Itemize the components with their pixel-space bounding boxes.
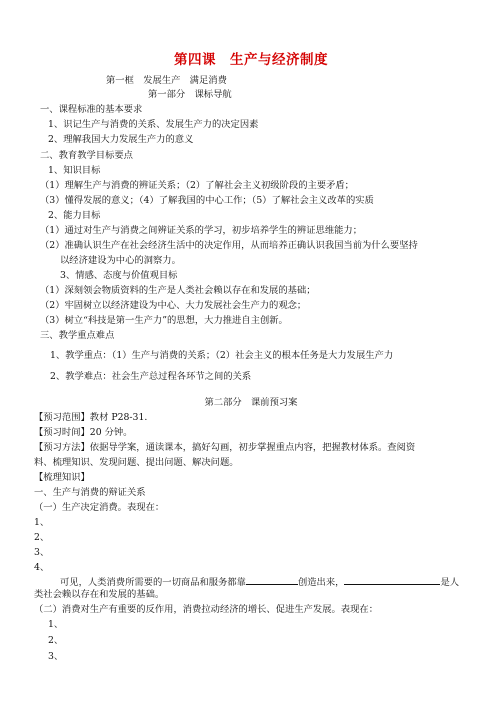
part2-line: 【预习时间】20 分钟。 bbox=[34, 427, 133, 438]
part3-line: 1、 bbox=[48, 619, 64, 630]
part2-line: 2、 bbox=[34, 532, 50, 543]
part1-line: 1、知识目标 bbox=[48, 165, 101, 176]
part1-line: （1）理解生产与消费的辨证关系；（2）了解社会主义初级阶段的主要矛盾； bbox=[40, 180, 354, 191]
part2-line: 3、 bbox=[34, 547, 50, 558]
part1-line: （2）牢固树立以经济建设为中心、大力发展社会生产力的观念； bbox=[40, 300, 307, 311]
part1-line: 以经济建设为中心的洞察力。 bbox=[60, 255, 181, 266]
part1-line: （2）准确认识生产在社会经济生活中的决定作用，从而培养正确认识我国当前为什么要坚持 bbox=[40, 240, 418, 251]
part2-line: （一）生产决定消费。表现在： bbox=[34, 502, 165, 513]
part1-line: 2、理解我国大力发展生产力的意义 bbox=[48, 134, 194, 145]
fill-sentence-line2: 类社会赖以存在和发展的基础。 bbox=[34, 589, 165, 600]
part1-line: 1、教学重点：（1）生产与消费的关系；（2）社会主义的根本任务是大力发展生产力 bbox=[50, 350, 394, 361]
part1-heading: 第一部分 课标导航 bbox=[148, 89, 232, 100]
fill-blank-1[interactable] bbox=[246, 575, 298, 585]
fill-blank-2[interactable] bbox=[344, 575, 440, 585]
part3-line: 2、 bbox=[48, 635, 64, 646]
part2-line: 料、梳理知识、发现问题、提出问题、解决问题。 bbox=[34, 457, 239, 468]
part2-line: 一、生产与消费的辩证关系 bbox=[34, 487, 146, 498]
part1-line: （3）懂得发展的意义；（4）了解我国的中心工作；（5）了解社会主义改革的实质 bbox=[40, 195, 374, 206]
fill-text-c: 是人 bbox=[440, 577, 460, 588]
fill-text-a: 可见，人类消费所需要的一切商品和服务都靠 bbox=[60, 577, 246, 588]
part2-heading: 第二部分 课前预习案 bbox=[204, 397, 298, 408]
part1-line: 2、能力目标 bbox=[48, 210, 101, 221]
part1-line: 一、课程标准的基本要求 bbox=[40, 104, 143, 115]
part2-line: 【预习范围】教材 P28-31. bbox=[34, 412, 148, 423]
section-subtitle: 第一框 发展生产 满足消费 bbox=[106, 75, 227, 86]
part1-line: （3）树立“科技是第一生产力”的思想，大力推进自主创新。 bbox=[40, 315, 288, 326]
lesson-title: 第四课 生产与经济制度 bbox=[174, 52, 328, 68]
part2-line: 4、 bbox=[34, 562, 50, 573]
fill-text-b: 创造出来， bbox=[297, 577, 345, 588]
part1-line: （1）通过对生产与消费之间辨证关系的学习，初步培养学生的辨证思维能力； bbox=[40, 225, 363, 236]
part1-line: 2、教学难点：社会生产总过程各环节之间的关系 bbox=[50, 371, 252, 382]
fill-sentence-line1 bbox=[60, 575, 459, 589]
part1-line: 3、情感、态度与价值观目标 bbox=[60, 270, 178, 281]
part2-line: 【预习方法】依据导学案，通读课本，搞好勾画，初步掌握重点内容，把握教材体系。查阅资 bbox=[34, 442, 416, 453]
part3-line: 3、 bbox=[48, 651, 64, 662]
part1-line: 1、识记生产与消费的关系、发展生产力的决定因素 bbox=[48, 119, 259, 130]
part1-line: （1）深刻领会物质资料的生产是人类社会赖以存在和发展的基础； bbox=[40, 285, 316, 296]
part1-line: 二、教育教学目标要点 bbox=[40, 150, 133, 161]
part2-line: 【梳理知识】 bbox=[34, 472, 90, 483]
part1-line: 三、教学重点难点 bbox=[40, 330, 115, 341]
part3-line: （二）消费对生产有重要的反作用，消费拉动经济的增长、促进生产发展。表现在： bbox=[34, 604, 378, 615]
part2-line: 1、 bbox=[34, 517, 50, 528]
